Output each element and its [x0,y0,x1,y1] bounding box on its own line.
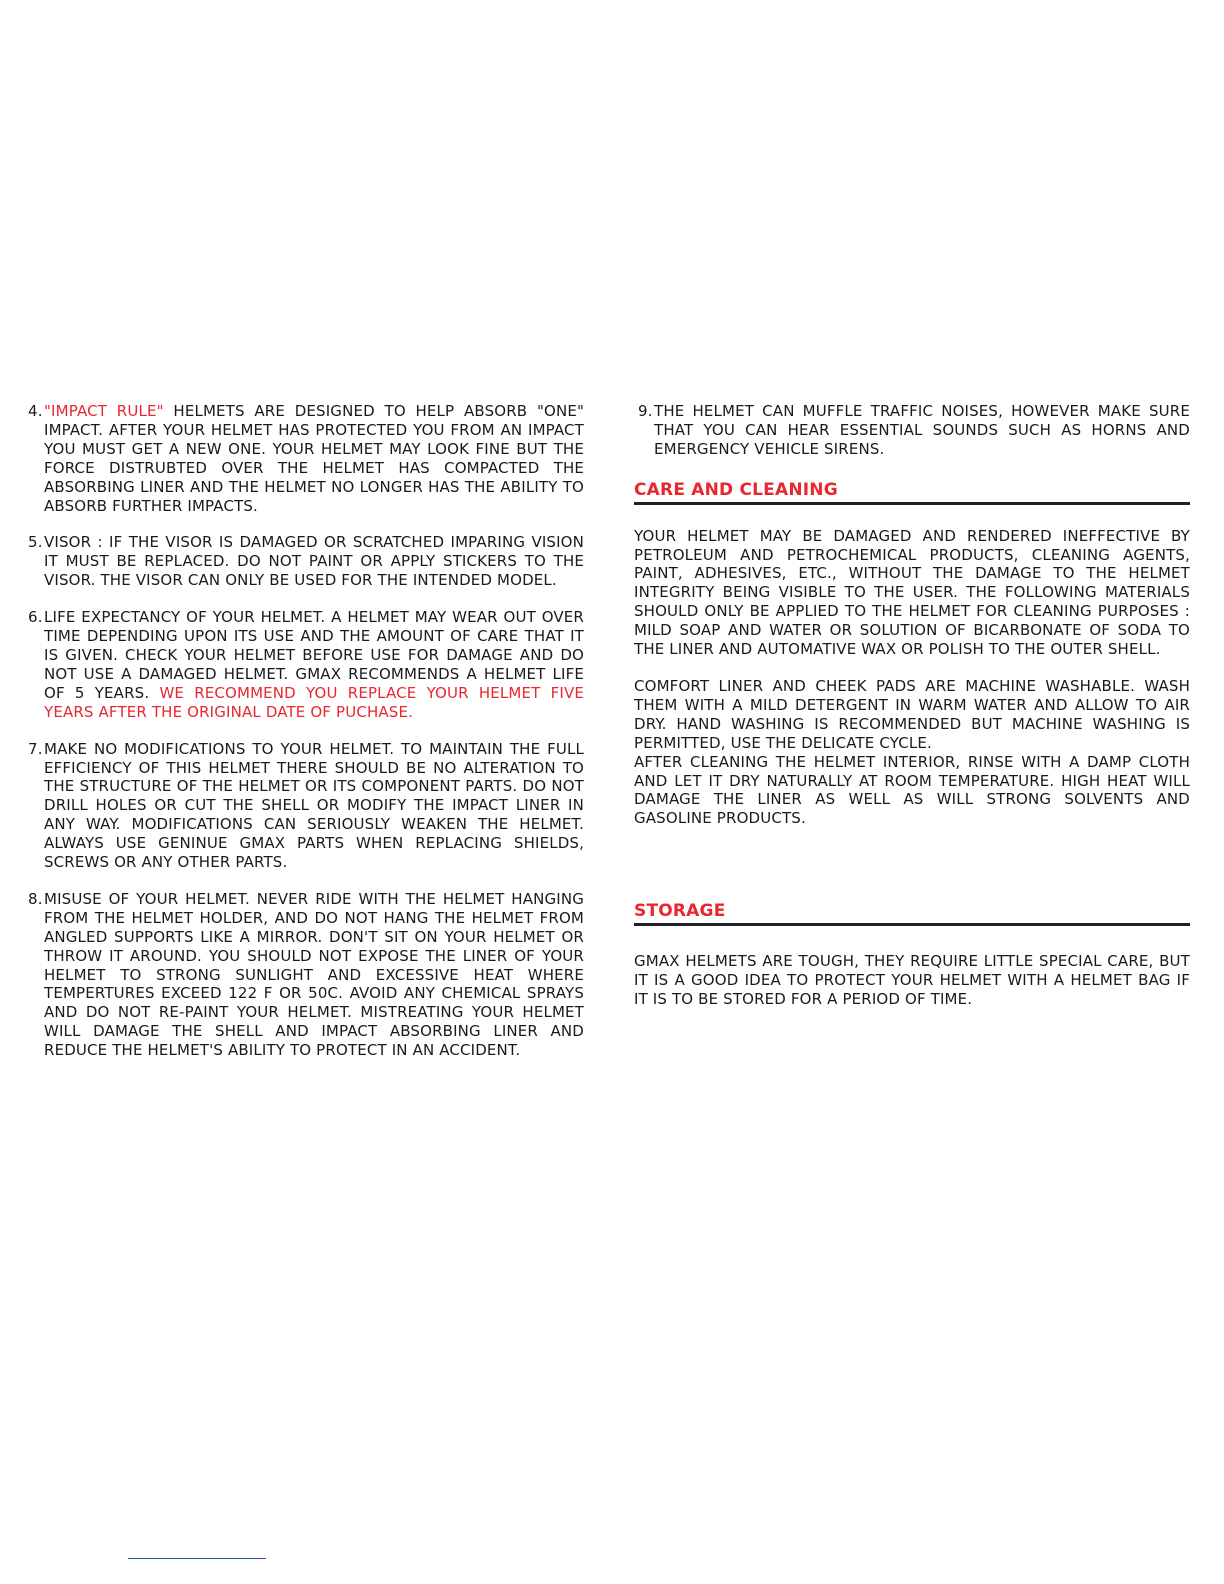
left-column [28,402,584,1078]
item-number: 6. [28,608,43,627]
item-number: 8. [28,889,43,908]
item-body [44,608,584,721]
link-underline [128,1558,266,1559]
item-number: 5. [28,533,43,552]
storage-heading: STORAGE [634,902,1190,926]
right-column [634,402,1190,1009]
item-text: MISUSE OF YOUR HELMET. NEVER RIDE WITH THE HELMET HANGING FROM THE HELMET HOLDER, AND DO NOT HANG THE HELMET FROM ANGLED SUPPORTS LIKE A MIRROR. DON'T SIT ON YOUR HELMET OR THROW IT AROUND. YOU SHOULD NOT EXPOSE THE LINER OF YOUR HELMET TO STRONG SUNLIGHT AND EXCESSIVE HEAT WHERE TEMPERTURES EXCEED 122 F OR 50C. AVOID ANY CHEMICAL SPRAYS AND DO NOT RE-PAINT YOUR HELMET. MISTREATING YOUR HELMET WILL DAMAGE THE SHELL AND IMPACT ABSORBING LINER AND REDUCE THE HELMET'S ABILITY TO PROTECT IN AN ACCIDENT. [44,889,584,1060]
item-text: VISOR : IF THE VISOR IS DAMAGED OR SCRATCHED IMPARING VISION IT MUST BE REPLACED. DO NOT PAINT OR APPLY STICKERS TO THE VISOR. THE VISOR CAN ONLY BE USED FOR THE INTENDED MODEL. [44,533,584,590]
rule-item-8 [28,890,584,1060]
storage-paragraph: GMAX HELMETS ARE TOUGH, THEY REQUIRE LITTLE SPECIAL CARE, BUT IT IS A GOOD IDEA TO PROTECT YOUR HELMET WITH A HELMET BAG IF IT IS TO BE STORED FOR A PERIOD OF TIME. [634,952,1190,1008]
item-text: LIFE EXPECTANCY OF YOUR HELMET. A HELMET MAY WEAR OUT OVER TIME DEPENDING UPON ITS USE AND THE AMOUNT OF CARE THAT IT IS GIVEN. CHECK YOUR HELMET BEFORE USE FOR DAMAGE AND DO NOT USE A DAMAGED HELMET. GMAX RECOMMENDS A HELMET LIFE OF 5 YEARS. [44,608,584,702]
rule-item-9 [638,402,1190,459]
item-text: HELMETS ARE DESIGNED TO HELP ABSORB "ONE" IMPACT. AFTER YOUR HELMET HAS PROTECTED YOU FROM AN IMPACT YOU MUST GET A NEW ONE. YOUR HELMET MAY LOOK FINE BUT THE FORCE DISTRUBTED OVER THE HELMET HAS COMPACTED THE ABSORBING LINER AND THE HELMET NO LONGER HAS THE ABILITY TO ABSORB FURTHER IMPACTS. [44,402,584,515]
rule-item-5 [28,533,584,590]
item-number: 9. [638,402,653,420]
replacement-recommendation: WE RECOMMEND YOU REPLACE YOUR HELMET FIVE YEARS AFTER THE ORIGINAL DATE OF PUCHASE. [44,683,585,721]
rule-item-7 [28,740,584,872]
care-paragraph-3: AFTER CLEANING THE HELMET INTERIOR, RINSE WITH A DAMP CLOTH AND LET IT DRY NATURALLY AT ROOM TEMPERATURE. HIGH HEAT WILL DAMAGE THE LINER AS WELL AS WILL STRONG SOLVENTS AND GASOLINE PRODUCTS. [634,752,1190,828]
item-body [44,402,584,515]
rule-item-6 [28,608,584,721]
care-paragraph-2: COMFORT LINER AND CHEEK PADS ARE MACHINE WASHABLE. WASH THEM WITH A MILD DETERGENT IN WARM WATER AND ALLOW TO AIR DRY. HAND WASHING IS RECOMMENDED BUT MACHINE WASHING IS PERMITTED, USE THE DELICATE CYCLE. [634,676,1190,752]
item-number: 7. [28,739,43,758]
item-number: 4. [28,402,43,420]
item-text: THE HELMET CAN MUFFLE TRAFFIC NOISES, HOWEVER MAKE SURE THAT YOU CAN HEAR ESSENTIAL SOUNDS SUCH AS HORNS AND EMERGENCY VEHICLE SIRENS. [654,402,1190,458]
care-and-cleaning-heading: CARE AND CLEANING [634,481,1190,505]
impact-rule-label: "IMPACT RULE" [44,402,164,420]
rule-item-4 [28,402,584,515]
care-paragraph-1: YOUR HELMET MAY BE DAMAGED AND RENDERED INEFFECTIVE BY PETROLEUM AND PETROCHEMICAL PRODUCTS, CLEANING AGENTS, PAINT, ADHESIVES, ETC., WITHOUT THE DAMAGE TO THE HELMET INTEGRITY BEING VISIBLE TO THE USER. THE FOLLOWING MATERIALS SHOULD ONLY BE APPLIED TO THE HELMET FOR CLEANING PURPOSES : MILD SOAP AND WATER OR SOLUTION OF BICARBONATE OF SODA TO THE LINER AND AUTOMATIVE WAX OR POLISH TO THE OUTER SHELL. [634,526,1190,659]
item-text: MAKE NO MODIFICATIONS TO YOUR HELMET. TO MAINTAIN THE FULL EFFICIENCY OF THIS HELMET THERE SHOULD BE NO ALTERATION TO THE STRUCTURE OF THE HELMET OR ITS COMPONENT PARTS. DO NOT DRILL HOLES OR CUT THE SHELL OR MODIFY THE IMPACT LINER IN ANY WAY. MODIFICATIONS CAN SERIOUSLY WEAKEN THE HELMET. ALWAYS USE GENINUE GMAX PARTS WHEN REPLACING SHIELDS, SCREWS OR ANY OTHER PARTS. [44,739,584,872]
